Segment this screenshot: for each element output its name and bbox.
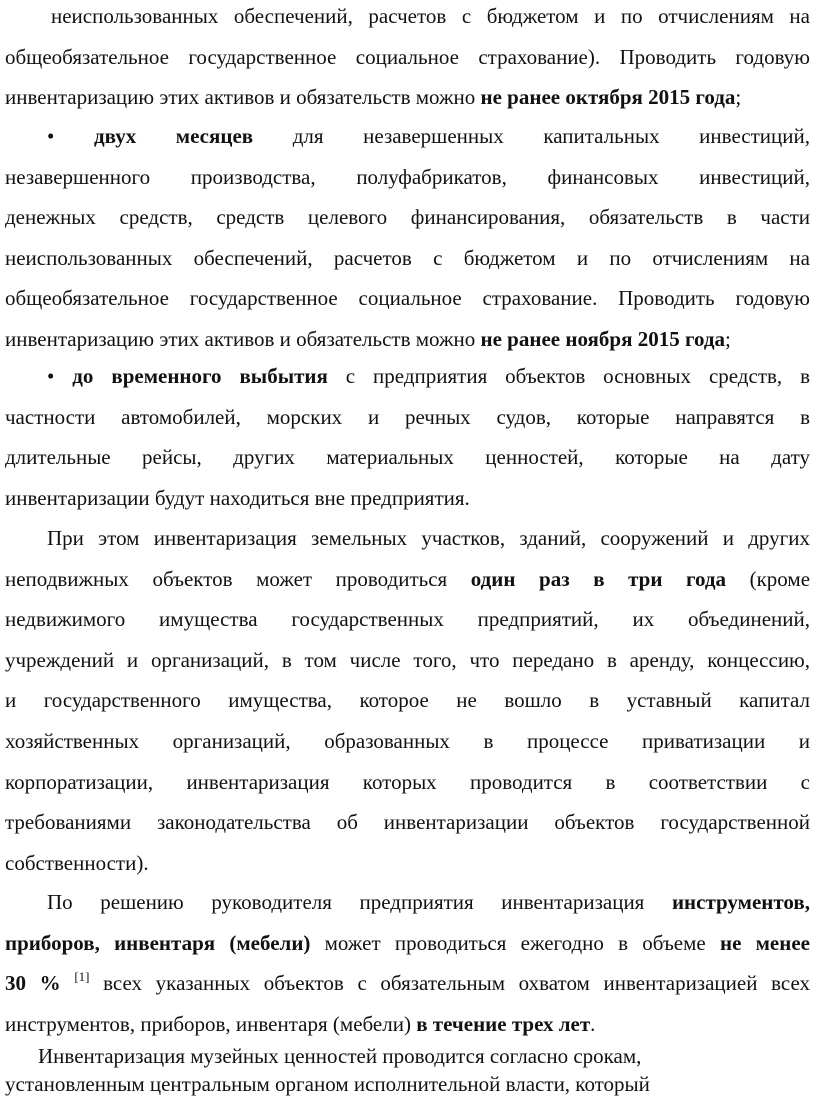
paragraph-5: [5, 882, 810, 1044]
text-line: • до временного выбытия с предприятия объектов основных средств, в: [47, 364, 811, 388]
paragraph-1: [5, 0, 810, 118]
text-line: общеобязательное государственное социальное страхование. Проводить годовую: [5, 286, 810, 311]
text-line: хозяйственных организаций, образованных в процессе приватизации и: [5, 728, 810, 753]
text-line: учреждений и организаций, в том числе того, что передано в аренду, концессию,: [5, 647, 810, 672]
bold-phrase: до временного выбытия: [72, 364, 328, 388]
paragraph-4: [5, 518, 810, 883]
bullet-marker: •: [47, 124, 55, 148]
footnote-reference[interactable]: [1]: [74, 969, 90, 985]
bold-phrase: не менее: [719, 930, 810, 955]
text-line: Инвентаризация музейных ценностей проводится согласно срокам,: [38, 1044, 642, 1068]
text-line: инвентаризацию этих активов и обязательств можно не ранее октября 2015 года;: [5, 85, 742, 110]
bold-phrase: приборов, инвентаря (мебели): [5, 930, 311, 955]
text-line: собственности).: [5, 850, 149, 875]
text-line: денежных средств, средств целевого финансирования, обязательств в части: [5, 205, 810, 230]
text-line: инвентаризацию этих активов и обязательств можно не ранее ноября 2015 года;: [5, 326, 731, 351]
text-line: длительные рейсы, других материальных ценностей, которые на дату: [5, 445, 810, 470]
text-line: неподвижных объектов может проводиться один раз в три года (кроме: [5, 566, 811, 591]
paragraph-3-bullet: [5, 356, 810, 518]
text-line: частности автомобилей, морских и речных судов, которые направятся в: [5, 404, 810, 429]
bullet-marker: •: [47, 364, 55, 388]
text-line: При этом инвентаризация земельных участков, зданий, сооружений и других: [47, 526, 810, 550]
paragraph-6: [5, 1042, 810, 1098]
text-line: приборов, инвентаря (мебели) может проводиться ежегодно в объеме не менее: [5, 930, 810, 955]
text-line: неиспользованных обеспечений, расчетов с бюджетом и по отчислениям на: [51, 4, 810, 28]
text-line: установленным центральным органом исполнительной власти, который: [5, 1072, 650, 1096]
text-line: инструментов, приборов, инвентаря (мебели) в течение трех лет.: [5, 1011, 596, 1036]
text-line: незавершенного производства, полуфабрикатов, финансовых инвестиций,: [5, 164, 810, 189]
text-line: • двух месяцев для незавершенных капитальных инвестиций,: [47, 124, 810, 148]
text-line: недвижимого имущества государственных предприятий, их объединений,: [5, 607, 810, 632]
bold-phrase: не ранее ноября 2015 года: [480, 326, 725, 351]
text-line: требованиями законодательства об инвентаризации объектов государственной: [5, 810, 810, 835]
bold-phrase: 30 %: [5, 971, 61, 996]
text-line: общеобязательное государственное социальное страхование). Проводить годовую: [5, 44, 810, 69]
text-line: неиспользованных обеспечений, расчетов с бюджетом и по отчислениям на: [5, 245, 810, 270]
paragraph-2-bullet: [5, 116, 810, 360]
text-line: По решению руководителя предприятия инвентаризация инструментов,: [47, 890, 810, 914]
bold-phrase: один раз в три года: [470, 566, 727, 591]
text-line: инвентаризации будут находиться вне предприятия.: [5, 485, 470, 510]
bold-phrase: инструментов,: [671, 890, 810, 914]
text-line: корпоратизации, инвентаризация которых проводится в соответствии с: [5, 769, 810, 794]
bold-phrase: не ранее октября 2015 года: [480, 85, 736, 110]
text-line: 30 % [1] всех указанных объектов с обязательным охватом инвентаризацией всех: [5, 969, 811, 996]
bold-phrase: двух месяцев: [93, 124, 254, 148]
text-line: и государственного имущества, которое не вошло в уставный капитал: [5, 688, 810, 713]
bold-phrase: в течение трех лет: [416, 1011, 591, 1036]
